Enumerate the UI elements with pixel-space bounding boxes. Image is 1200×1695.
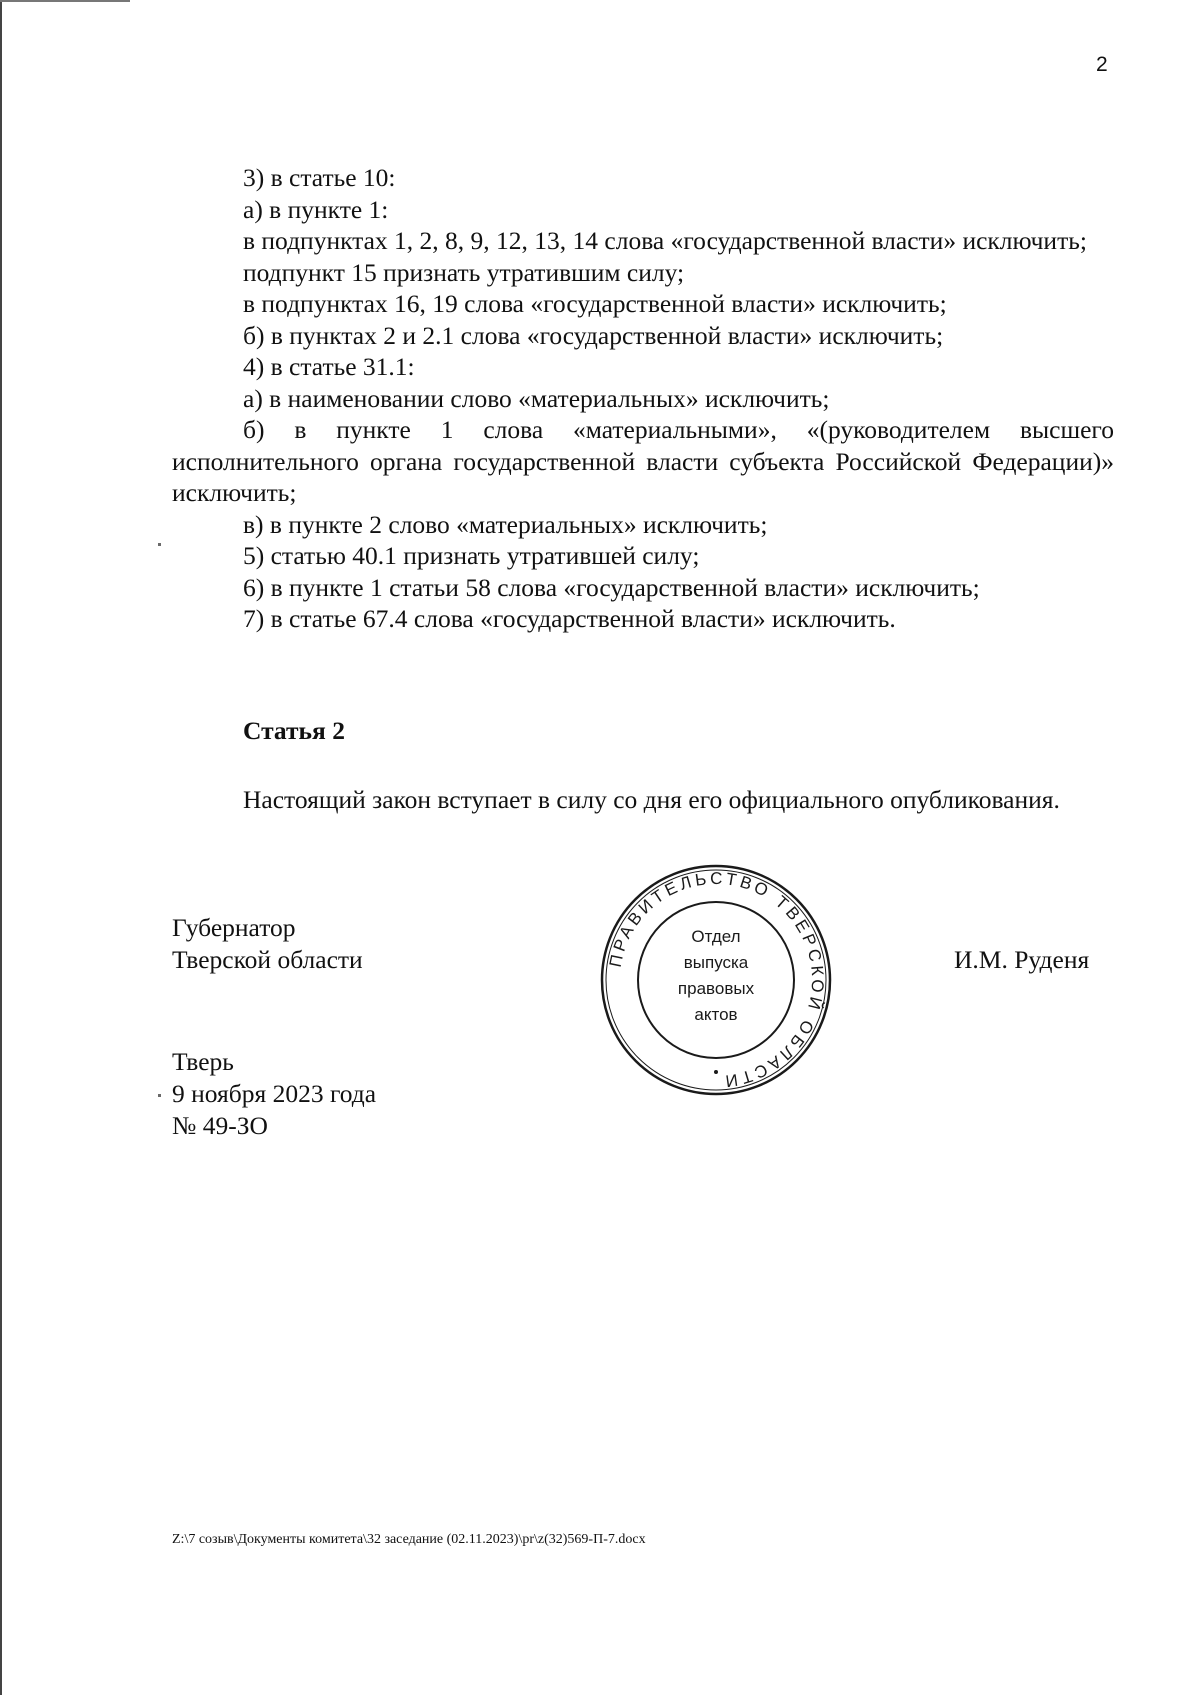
amendment-item: 6) в пункте 1 статьи 58 слова «государственной власти» исключить; bbox=[243, 572, 980, 602]
amendment-item: в подпунктах 16, 19 слова «государственной власти» исключить; bbox=[243, 289, 947, 318]
date: 9 ноября 2023 года bbox=[172, 1079, 377, 1108]
signer-name: И.М. Руденя bbox=[954, 945, 1090, 974]
article-heading: Статья 2 bbox=[243, 716, 345, 745]
amendment-item: в подпунктах 1, 2, 8, 9, 12, 13, 14 слова «государственной власти» исключить; bbox=[243, 226, 1087, 255]
amendment-item: 5) статью 40.1 признать утратившей силу; bbox=[243, 541, 700, 570]
scan-artifact bbox=[158, 1094, 161, 1097]
stamp-ring-text: ПРАВИТЕЛЬСТВО ТВЕРСКОЙ ОБЛАСТИ bbox=[605, 868, 828, 1092]
signer-title bbox=[172, 912, 363, 976]
file-path: Z:\7 созыв\Документы комитета\32 заседание (02.11.2023)\pr\z(32)569-П-7.docx bbox=[172, 1532, 646, 1547]
stamp-center-line: правовых bbox=[677, 979, 755, 998]
signer-title-line: Губернатор bbox=[172, 913, 296, 942]
amendment-item: б) в пунктах 2 и 2.1 слова «государственной власти» исключить; bbox=[243, 320, 944, 350]
law-number: № 49-ЗО bbox=[172, 1111, 268, 1140]
place-date-block bbox=[172, 1046, 376, 1142]
scan-artifact bbox=[0, 0, 130, 2]
amendment-item: а) в пункте 1: bbox=[243, 194, 389, 224]
city: Тверь bbox=[172, 1047, 234, 1076]
stamp-center-line: актов bbox=[694, 1005, 738, 1024]
scan-artifact bbox=[158, 543, 161, 546]
amendment-item: а) в наименовании слово «материальных» исключить; bbox=[243, 383, 830, 413]
amendment-item: 4) в статье 31.1: bbox=[243, 352, 415, 381]
official-stamp bbox=[598, 862, 834, 1098]
scan-artifact bbox=[0, 0, 2, 1695]
amendment-item: подпункт 15 признать утратившим силу; bbox=[243, 257, 685, 287]
amendment-item: 7) в статье 67.4 слова «государственной власти» исключить. bbox=[243, 604, 896, 633]
stamp-center-line: выпуска bbox=[683, 953, 749, 972]
stamp-star-mark bbox=[714, 1070, 718, 1074]
page-number: 2 bbox=[1096, 53, 1108, 76]
amendment-item: б) в пункте 1 слова «материальными», «(руководителем высшего исполнительного органа государственной власти субъекта Российской Федерации)» исключить; bbox=[172, 415, 1114, 507]
stamp-center-line: Отдел bbox=[691, 927, 741, 946]
amendment-item: 3) в статье 10: bbox=[243, 163, 396, 192]
amendment-item: в) в пункте 2 слово «материальных» исключить; bbox=[243, 509, 768, 539]
article-text: Настоящий закон вступает в силу со дня его официального опубликования. bbox=[243, 785, 1060, 814]
amendments-list bbox=[172, 162, 1114, 635]
signer-title-line: Тверской области bbox=[172, 945, 363, 974]
